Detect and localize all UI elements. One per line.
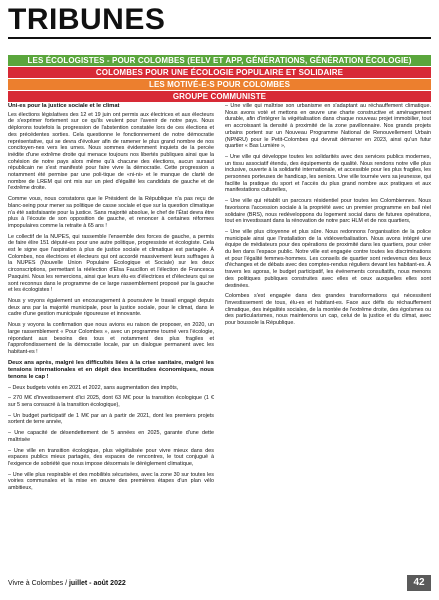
footer-magazine: Vivre à Colombes / <box>8 580 69 587</box>
list-item: – Un budget participatif de 1 M€ par an à partir de 2021, dont les premiers projets sortent de terre année, <box>8 412 214 426</box>
list-item: – Une ville qui rétablit un parcours résidentiel pour toutes les Colombiennes. Nous favorisons l'accession sociale à la propriété avec un premier programme en bail réel solidaire (BRS), nous redéveloppons du logement social dans de futures opérations, tout en investissant dans la rénovation de notre parc HLM et de nos quartiers, <box>225 198 431 225</box>
footer-publication <box>8 580 126 587</box>
paragraph: Les élections législatives des 12 et 19 juin ont permis aux électrices et aux électeurs de s'exprimer fortement sur ce qu'ils veulent pour l'avenir de notre pays. Nous déplorons toutefois la progression de l'abstention constatée lors de ces élections et des précédentes sorties. Cela questionne le fonctionnement de notre démocratie représentative, qui se devra d'évoluer afin de ramener le plus grand nombre de nos concitoyen-nes vers les urnes. Nous sommes évidemment inquiets de la percée inédite d'une extrême droite qui menace toujours nos libertés publiques ainsi que la cohésion de notre pays alors même qu'à chacune des élections, aucun sursaut républicain ne s'est manifesté pour faire vivre la démocratie. Cette progression a notamment été permise par une poli-tique de «ni-ni» et le manque de clarté de nombre de LREM qui ont mis sur un pied d'égalité les candidats de gauche et de l'extrême droite. <box>8 111 214 192</box>
article-heading: Uni-es pour la justice sociale et le climat <box>8 103 120 109</box>
banner-motives: LES MOTIVÉ-E-S POUR COLOMBES <box>8 79 431 90</box>
list-item: – Une ville en transition écologique, plus végétalisée pour vivre mieux dans des espaces publics mieux partagés, des espaces de rencontres, le tout conjugué à l'exigence de sobriété que nous impose désormais le dérèglement climatique, <box>8 447 214 467</box>
footer-issue-date: juillet - août 2022 <box>68 580 126 587</box>
banner-ecologistes: LES ÉCOLOGISTES - POUR COLOMBES (EELV ET APP, GÉNÉRATIONS, GÉNÉRATION ÉCOLOGIE) <box>8 55 431 66</box>
list-item: – Deux budgets votés en 2021 et 2022, sans augmentation des impôts, <box>8 384 179 391</box>
list-item: – Une ville plus citoyenne et plus sûre. Nous redonnons l'organisation de la police municipale ainsi que l'installation de la vidéoverbalisation. Nous avons intégré une équipe de médiateurs pour des opérations de proximité dans les quartiers, pour créer du lien dans l'espace public. Notre ville est engagée contre toutes les discriminations et pour l'égalité femmes-hommes. Les conseils de quartier sont redevenus des lieux d'échanges et de débats avec des comptes-rendus réguliers devant les habitant-es. À travers les agoras, le budget participatif, les événements consultatifs, nous menons des politiques publiques construites avec elles et ceux auxquelles elles sont destinées. <box>225 228 431 289</box>
left-column <box>8 103 214 496</box>
list-item: – 270 M€ d'investissement d'ici 2025, dont 63 M€ pour la transition écologique (1 € sur 5 sera consacré à la transition écologique), <box>8 395 214 409</box>
banner-groupe-communiste: GROUPE COMMUNISTE <box>8 91 431 102</box>
closing-paragraph: Colombes s'est engagée dans des grandes transformations qui nécessitent l'investissement de tous, élu-es et habitant-es. Face aux défis du réchauffement climatique, des inégalités sociales, de la montée de l'extrême droite, des égoïsmes ou des particularismes, nous maintenons un cap, celui de la justice et du climat, avec pour boussole la République. <box>225 293 431 327</box>
lead-statement: Deux ans après, malgré les difficultés liées à la crise sanitaire, malgré les tensions internationales et en dépit des incertitudes économiques, nous tenons le cap ! <box>8 359 214 380</box>
paragraph: Le collectif de la NUPES, qui rassemble l'ensemble des forces de gauche, a permis de faire élire 151 député-es pour une autre politique, progressiste et écologiste. Cela est le signe que l'aspiration à plus de justice sociale et climatique est partagée. À Colombes, nos électrices et électeurs qui ont accordé massivement leurs suffrages à la NUPES (Nouvelle Union Populaire Écologique et Sociale) sur les deux circonscriptions, permettant la réélection d'Elsa Faucillon et l'élection de Francesca Pasquini. Nous les remercions, ainsi que leurs élu·es d'électrices et d'électeurs qui se sont reconnus dans le programme de ce large rassemblement proposé par la gauche et les écologistes ! <box>8 233 214 294</box>
banner-ecologie-populaire: COLOMBES POUR UNE ÉCOLOGIE POPULAIRE ET SOLIDAIRE <box>8 67 431 78</box>
list-item: – Une ville qui maîtrise son urbanisme en s'adaptant au réchauffement climatique. Nous avons voté et mettons en œuvre une charte constructive et aménagement durable, afin d'intégrer la végétalisation dans chaque nouveau projet immobilier, tout en accroissant la densité à proximité de la zone pavillonnaire. Nos grands projets urbains portent sur un Nouveau Programme National de Renouvellement Urbain (NPNRU) pour le Petit-Colombes qui devrait démarrer en 2023, ainsi qu'un futur quartier « Bas Lumière », <box>225 103 431 150</box>
title-divider <box>8 37 431 39</box>
paragraph: Nous y voyons également un encouragement à poursuivre le travail engagé depuis deux ans par la majorité municipale, pour la justice sociale, pour le climat, dans le cadre d'une gestion municipale rigoureuse et innovante. <box>8 297 214 318</box>
achievements-list-continued <box>225 103 431 289</box>
page-number: 42 <box>407 575 431 591</box>
achievements-list <box>8 385 214 492</box>
list-item: – Une ville qui développe toutes les solidarités avec des services publics modernes, un tissu associatif étendu, des équipements de qualité. Nous rendons notre ville plus inclusive, ouverte à la solidarité internationale, et accessible pour les plus fragiles, les personnes porteuses de handicap, les seniors. Une ville tournée vers sa jeunesse, qui facilite la pratique du sport et l'accès du plus grand nombre aux pratiques et aux manifestations culturelles, <box>225 153 431 194</box>
page-title: TRIBUNES <box>8 3 166 36</box>
paragraph: Nous y voyons la confirmation que nous avions eu raison de proposer, en 2020, un large rassemblement « Pour Colombes », avec un programme tourné vers l'écologie, répondant aux besoins des tous et notamment des plus fragiles et l'approfondissement de la démocratie locale, par un dialogue permanent avec les habitant-es ! <box>8 322 214 355</box>
list-item: – Une ville plus respirable et des mobilités sécurisées, avec la zone 30 sur toutes les voiries communales et la mise en œuvre des premières étapes d'un plan vélo ambitieux, <box>8 471 214 492</box>
right-column <box>225 103 431 331</box>
paragraph: Comme vous, nous constatons que le Président de la République n'a pas reçu de blanc-seing pour mener sa politique de casse sociale et que sur la question climatique n'a été satisfaisante pour la justice. Sans majorité absolue, le chef de l'État devra être plus à l'écoute de son opposition de gauche, et renoncer à certaines réformes impopulaires comme la retraite à 65 ans ! <box>8 196 214 229</box>
list-item: – Une capacité de désendettement de 5 années en 2025, garante d'une dette maîtrisée <box>8 430 214 443</box>
